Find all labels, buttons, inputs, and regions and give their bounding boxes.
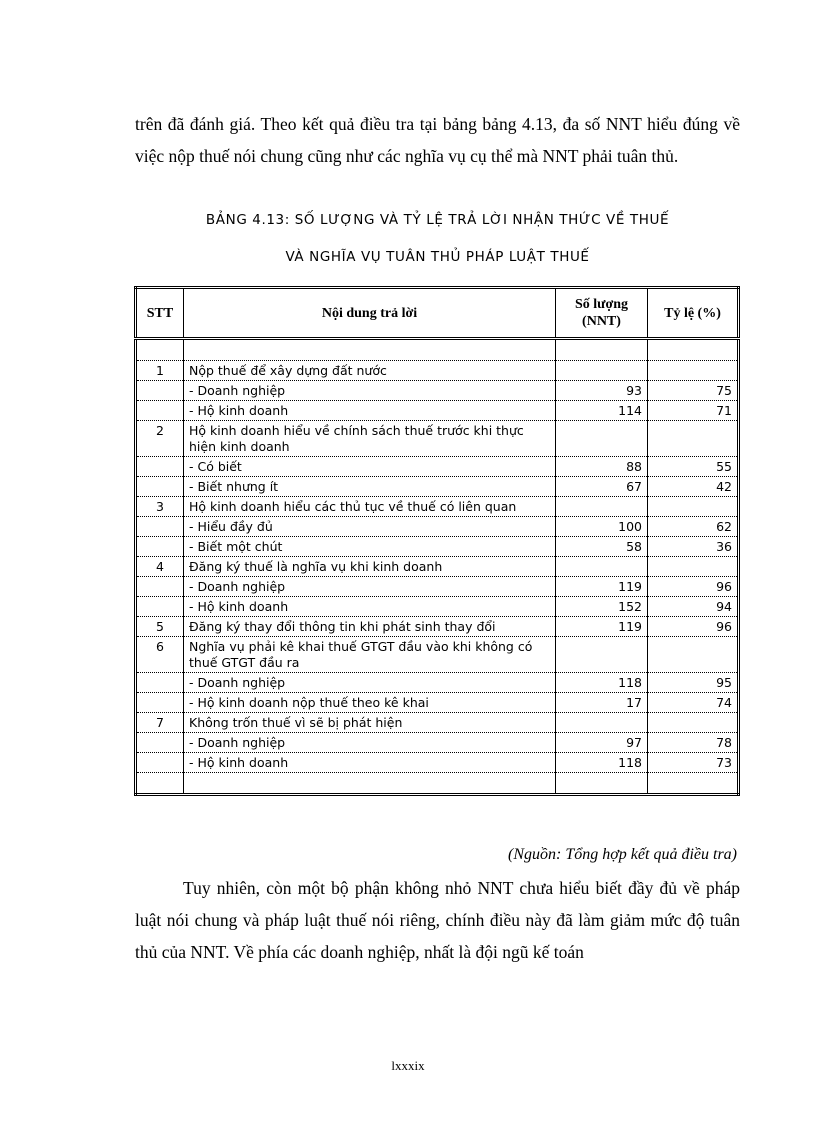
cell-count: 93: [556, 381, 648, 401]
table-row: [136, 477, 739, 497]
table-row: [136, 693, 739, 713]
cell-stt: [136, 753, 184, 773]
cell-rate: 74: [648, 693, 739, 713]
cell-content: Hộ kinh doanh hiểu về chính sách thuế trước khi thực hiện kinh doanh: [184, 421, 556, 457]
cell-rate: 78: [648, 733, 739, 753]
table-row: [136, 733, 739, 753]
cell-content: Đăng ký thay đổi thông tin khi phát sinh thay đổi: [184, 617, 556, 637]
table-row: [136, 381, 739, 401]
table-row: [136, 597, 739, 617]
cell-count: [556, 557, 648, 577]
cell-count: 114: [556, 401, 648, 421]
cell-rate: 55: [648, 457, 739, 477]
cell-rate: 73: [648, 753, 739, 773]
table-row: [136, 361, 739, 381]
table-row: [136, 617, 739, 637]
cell-stt: [136, 457, 184, 477]
source-note: (Nguồn: Tổng hợp kết quả điều tra): [508, 846, 737, 863]
table-row: [136, 537, 739, 557]
cell-rate: [648, 773, 739, 795]
cell-stt: [136, 577, 184, 597]
cell-count: [556, 773, 648, 795]
cell-rate: 94: [648, 597, 739, 617]
cell-stt: 2: [136, 421, 184, 457]
cell-stt: [136, 773, 184, 795]
cell-stt: [136, 339, 184, 361]
cell-content: - Doanh nghiệp: [184, 733, 556, 753]
cell-count: 118: [556, 673, 648, 693]
cell-content: Đăng ký thuế là nghĩa vụ khi kinh doanh: [184, 557, 556, 577]
cell-stt: 3: [136, 497, 184, 517]
header-stt: STT: [136, 288, 184, 339]
cell-rate: 36: [648, 537, 739, 557]
cell-rate: 62: [648, 517, 739, 537]
cell-count: 58: [556, 537, 648, 557]
cell-rate: 95: [648, 673, 739, 693]
cell-stt: 1: [136, 361, 184, 381]
cell-count: 152: [556, 597, 648, 617]
cell-count: [556, 497, 648, 517]
table-title-line2: VÀ NGHĨA VỤ TUÂN THỦ PHÁP LUẬT THUẾ: [285, 249, 590, 265]
cell-rate: [648, 361, 739, 381]
cell-stt: 4: [136, 557, 184, 577]
table-row: [136, 577, 739, 597]
cell-count: 67: [556, 477, 648, 497]
cell-count: [556, 713, 648, 733]
table-row: [136, 339, 739, 361]
cell-content: [184, 773, 556, 795]
cell-content: Không trốn thuế vì sẽ bị phát hiện: [184, 713, 556, 733]
header-rate: Tỷ lệ (%): [648, 288, 739, 339]
cell-stt: [136, 477, 184, 497]
cell-count: [556, 637, 648, 673]
cell-stt: [136, 693, 184, 713]
cell-count: [556, 339, 648, 361]
table-row: [136, 637, 739, 673]
cell-count: 97: [556, 733, 648, 753]
cell-content: - Hộ kinh doanh: [184, 401, 556, 421]
cell-rate: 75: [648, 381, 739, 401]
body-paragraph: Tuy nhiên, còn một bộ phận không nhỏ NNT chưa hiểu biết đầy đủ về pháp luật nói chung và pháp luật thuế nói riêng, chính điều này đã làm giảm mức độ tuân thủ của NNT. Về phía các doanh nghiệp, nhất là đội ngũ kế toán: [135, 878, 740, 962]
cell-content: - Hộ kinh doanh: [184, 597, 556, 617]
cell-rate: 42: [648, 477, 739, 497]
cell-count: [556, 361, 648, 381]
cell-content: - Hộ kinh doanh: [184, 753, 556, 773]
cell-content: - Hiểu đầy đủ: [184, 517, 556, 537]
cell-content: - Biết một chút: [184, 537, 556, 557]
cell-count: [556, 421, 648, 457]
cell-stt: [136, 381, 184, 401]
header-count-line2: (NNT): [582, 314, 621, 329]
cell-rate: [648, 637, 739, 673]
cell-content: [184, 339, 556, 361]
cell-count: 100: [556, 517, 648, 537]
cell-rate: 96: [648, 617, 739, 637]
cell-count: 88: [556, 457, 648, 477]
table-header-row: [136, 288, 739, 339]
header-count-line1: Số lượng: [574, 297, 629, 312]
cell-rate: [648, 497, 739, 517]
intro-paragraph: trên đã đánh giá. Theo kết quả điều tra tại bảng bảng 4.13, đa số NNT hiểu đúng về việc nộp thuế nói chung cũng như các nghĩa vụ cụ thể mà NNT phải tuân thủ.: [135, 114, 740, 166]
cell-stt: [136, 517, 184, 537]
table-row: [136, 421, 739, 457]
table-title-line1: BẢNG 4.13: SỐ LƯỢNG VÀ TỶ LỆ TRẢ LỜI NHẬN THỨC VỀ THUẾ: [205, 212, 670, 228]
header-count: [556, 288, 648, 339]
cell-count: 118: [556, 753, 648, 773]
table-row: [136, 673, 739, 693]
cell-content: - Doanh nghiệp: [184, 381, 556, 401]
cell-rate: [648, 339, 739, 361]
cell-rate: [648, 713, 739, 733]
cell-content: - Biết nhưng ít: [184, 477, 556, 497]
cell-rate: 71: [648, 401, 739, 421]
survey-table: [134, 286, 740, 796]
table-row: [136, 557, 739, 577]
cell-count: 119: [556, 577, 648, 597]
cell-content: - Doanh nghiệp: [184, 673, 556, 693]
cell-stt: [136, 733, 184, 753]
table-row: [136, 773, 739, 795]
cell-content: Nghĩa vụ phải kê khai thuế GTGT đầu vào khi không có thuế GTGT đầu ra: [184, 637, 556, 673]
cell-content: - Có biết: [184, 457, 556, 477]
table-body: [136, 339, 739, 795]
cell-rate: 96: [648, 577, 739, 597]
table-row: [136, 753, 739, 773]
table-row: [136, 713, 739, 733]
cell-stt: [136, 597, 184, 617]
cell-stt: [136, 401, 184, 421]
cell-stt: [136, 673, 184, 693]
cell-stt: [136, 537, 184, 557]
table-row: [136, 401, 739, 421]
table-row: [136, 517, 739, 537]
table-row: [136, 497, 739, 517]
cell-stt: 6: [136, 637, 184, 673]
header-content: Nội dung trả lời: [184, 288, 556, 339]
cell-count: 17: [556, 693, 648, 713]
cell-rate: [648, 557, 739, 577]
cell-content: Hộ kinh doanh hiểu các thủ tục về thuế có liên quan: [184, 497, 556, 517]
page-number: lxxxix: [391, 1058, 425, 1073]
cell-count: 119: [556, 617, 648, 637]
cell-content: - Doanh nghiệp: [184, 577, 556, 597]
cell-content: - Hộ kinh doanh nộp thuế theo kê khai: [184, 693, 556, 713]
table-row: [136, 457, 739, 477]
cell-content: Nộp thuế để xây dựng đất nước: [184, 361, 556, 381]
cell-stt: 5: [136, 617, 184, 637]
cell-rate: [648, 421, 739, 457]
cell-stt: 7: [136, 713, 184, 733]
